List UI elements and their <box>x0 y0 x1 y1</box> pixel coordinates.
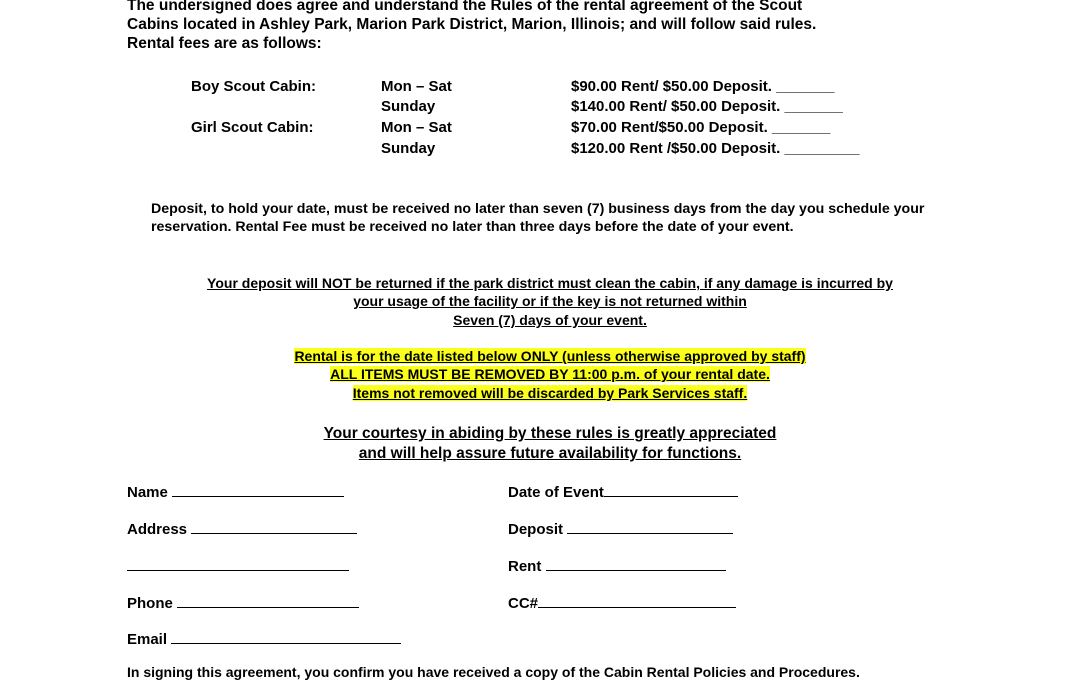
email-label: Email <box>127 631 168 648</box>
date-of-event-input-line[interactable] <box>604 484 738 497</box>
notice-line: Items not removed will be discarded by Park Services staff. <box>352 384 748 401</box>
fee-price: $120.00 Rent /$50.00 Deposit. _________ <box>571 140 860 157</box>
address-field[interactable] <box>127 521 357 538</box>
address-label: Address <box>127 521 188 538</box>
cc-field[interactable] <box>508 595 736 612</box>
fee-price: $140.00 Rent/ $50.00 Deposit. _______ <box>571 98 843 115</box>
fee-day: Sunday <box>381 98 436 115</box>
phone-field[interactable] <box>127 595 359 612</box>
footer-note: In signing this agreement, you confirm you have received a copy of the Cabin Rental Policies and Procedures. <box>127 664 860 680</box>
deposit-field[interactable] <box>508 521 733 538</box>
intro-paragraph <box>127 0 816 53</box>
cc-label: CC# <box>508 595 539 612</box>
notice-line: Rental is for the date listed below ONLY (unless otherwise approved by staff) <box>294 348 806 364</box>
cc-input-line[interactable] <box>538 595 736 608</box>
date-of-event-field[interactable] <box>508 484 738 501</box>
name-field[interactable] <box>127 484 344 501</box>
courtesy-line: Your courtesy in abiding by these rules is greatly appreciated <box>323 425 777 442</box>
deposit-warning <box>130 274 970 329</box>
warning-line: your usage of the facility or if the key is not returned within <box>353 293 747 310</box>
address-second-input-line[interactable] <box>127 558 349 571</box>
email-field[interactable] <box>127 631 401 648</box>
phone-label: Phone <box>127 595 173 612</box>
notice-line: ALL ITEMS MUST BE REMOVED BY 11:00 p.m. of your rental date. <box>330 366 770 383</box>
highlighted-notice <box>130 347 970 402</box>
name-input-line[interactable] <box>172 484 344 497</box>
courtesy-line: and will help assure future availability for functions. <box>358 445 742 462</box>
address-line-2-field[interactable] <box>127 558 349 575</box>
address-input-line[interactable] <box>191 521 357 534</box>
intro-line: Cabins located in Ashley Park, Marion Park District, Marion, Illinois; and will follow said rules. <box>127 16 817 33</box>
fee-day: Sunday <box>381 140 436 157</box>
courtesy-note <box>130 424 970 464</box>
warning-line: Your deposit will NOT be returned if the park district must clean the cabin, if any damage is incurred by <box>207 275 893 291</box>
deposit-paragraph: Deposit, to hold your date, must be received no later than seven (7) business days from the day you schedule your reservation. Rental Fee must be received no later than three days before the date of your event. <box>151 201 925 235</box>
fee-cabin: Boy Scout Cabin: <box>191 78 317 95</box>
rent-label: Rent <box>508 558 542 575</box>
fee-day: Mon – Sat <box>381 78 452 95</box>
phone-input-line[interactable] <box>177 595 359 608</box>
fee-cabin: Girl Scout Cabin: <box>191 119 314 136</box>
fee-price: $90.00 Rent/ $50.00 Deposit. _______ <box>571 78 835 95</box>
intro-line: Rental fees are as follows: <box>127 35 322 52</box>
rent-field[interactable] <box>508 558 726 575</box>
intro-line: The undersigned does agree and understand the Rules of the rental agreement of the Scout <box>127 0 803 14</box>
deposit-input-line[interactable] <box>567 521 733 534</box>
warning-line: Seven (7) days of your event. <box>453 311 647 328</box>
rent-input-line[interactable] <box>546 558 726 571</box>
name-label: Name <box>127 484 168 501</box>
email-input-line[interactable] <box>171 631 401 644</box>
date-of-event-label: Date of Event <box>508 484 604 501</box>
fee-day: Mon – Sat <box>381 119 452 136</box>
deposit-label: Deposit <box>508 521 564 538</box>
fee-price: $70.00 Rent/$50.00 Deposit. _______ <box>571 119 831 136</box>
